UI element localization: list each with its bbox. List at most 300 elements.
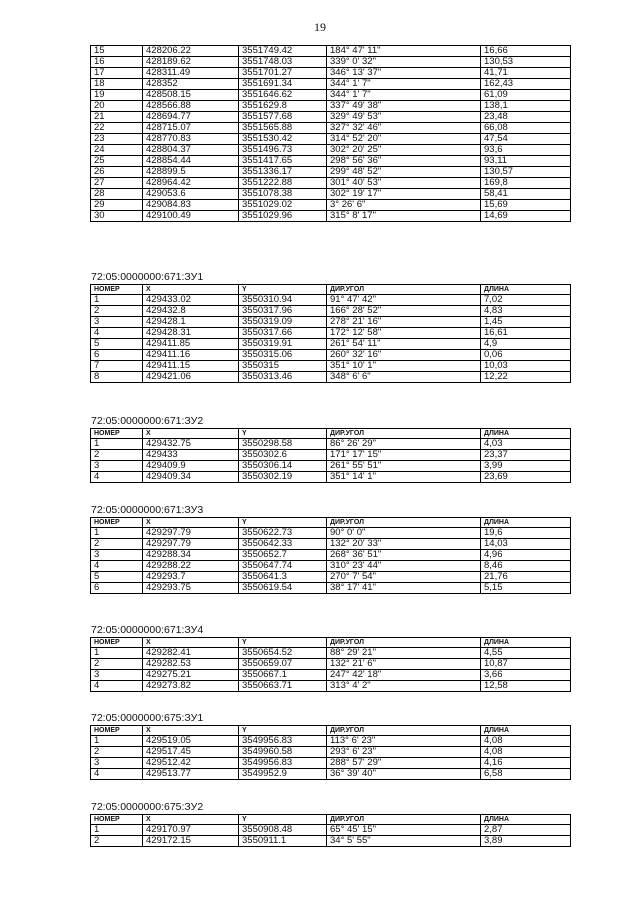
header-angle: ДИР.УГОЛ <box>327 285 481 295</box>
coordinates-table <box>90 517 571 594</box>
cell-y: 3549956.83 <box>239 758 327 769</box>
cell-angle: 329° 49' 53" <box>327 112 481 123</box>
table-row <box>91 211 571 222</box>
cell-y: 3551029.96 <box>239 211 327 222</box>
cell-y: 3550647.74 <box>239 561 327 572</box>
cell-length: 23,48 <box>481 112 571 123</box>
table-row <box>91 461 571 472</box>
cell-number: 1 <box>91 295 143 306</box>
cell-y: 3551565.88 <box>239 123 327 134</box>
header-number: НОМЕР <box>91 285 143 295</box>
cell-angle: 171° 17' 15" <box>327 450 481 461</box>
cell-x: 428715.07 <box>143 123 239 134</box>
cell-x: 428508.15 <box>143 90 239 101</box>
cell-length: 3,89 <box>481 836 571 847</box>
table-header-row <box>91 285 571 295</box>
cell-angle: 346° 13' 37" <box>327 68 481 79</box>
cell-number: 4 <box>91 769 143 780</box>
cell-x: 429519.05 <box>143 736 239 747</box>
cell-y: 3550667.1 <box>239 670 327 681</box>
cell-angle: 302° 19' 17" <box>327 189 481 200</box>
table-row <box>91 472 571 483</box>
table-row <box>91 769 571 780</box>
cell-y: 3551336.17 <box>239 167 327 178</box>
cell-angle: 90° 0' 0" <box>327 528 481 539</box>
table-row <box>91 295 571 306</box>
table-header-row <box>91 815 571 825</box>
table-row <box>91 372 571 383</box>
cell-number: 2 <box>91 836 143 847</box>
cell-length: 3,66 <box>481 670 571 681</box>
cell-angle: 91° 47' 42" <box>327 295 481 306</box>
cell-angle: 261° 55' 51" <box>327 461 481 472</box>
header-angle: ДИР.УГОЛ <box>327 726 481 736</box>
cell-angle: 344° 1' 7" <box>327 79 481 90</box>
cell-x: 428694.77 <box>143 112 239 123</box>
cell-y: 3551530.42 <box>239 134 327 145</box>
cell-y: 3550306.14 <box>239 461 327 472</box>
cell-y: 3551646.62 <box>239 90 327 101</box>
cell-length: 4,08 <box>481 736 571 747</box>
cell-number: 4 <box>91 328 143 339</box>
header-y: Y <box>239 429 327 439</box>
cell-x: 429433.02 <box>143 295 239 306</box>
cell-number: 4 <box>91 472 143 483</box>
header-x: X <box>143 638 239 648</box>
cell-angle: 288° 57' 29" <box>327 758 481 769</box>
cell-number: 2 <box>91 539 143 550</box>
cell-x: 429288.22 <box>143 561 239 572</box>
cell-angle: 38° 17' 41" <box>327 583 481 594</box>
cell-y: 3550319.09 <box>239 317 327 328</box>
cell-length: 14,69 <box>481 211 571 222</box>
cell-y: 3551629.8 <box>239 101 327 112</box>
cell-y: 3550315.06 <box>239 350 327 361</box>
cell-x: 429513.77 <box>143 769 239 780</box>
cell-length: 47,54 <box>481 134 571 145</box>
cell-x: 428352 <box>143 79 239 90</box>
cell-angle: 166° 28' 52" <box>327 306 481 317</box>
cell-x: 429411.85 <box>143 339 239 350</box>
cell-number: 17 <box>91 68 143 79</box>
section-title: 72:05:0000000:671:ЗУ1 <box>91 271 204 283</box>
section-block <box>90 414 571 483</box>
coordinates-table-continued <box>90 45 571 222</box>
cell-angle: 278° 21' 16" <box>327 317 481 328</box>
cell-x: 429282.41 <box>143 648 239 659</box>
header-number: НОМЕР <box>91 815 143 825</box>
table-row <box>91 145 571 156</box>
cell-y: 3550315 <box>239 361 327 372</box>
cell-number: 23 <box>91 134 143 145</box>
cell-length: 3,99 <box>481 461 571 472</box>
cell-length: 130,57 <box>481 167 571 178</box>
cell-y: 3550652.7 <box>239 550 327 561</box>
cell-number: 27 <box>91 178 143 189</box>
cell-x: 429411.15 <box>143 361 239 372</box>
cell-number: 7 <box>91 361 143 372</box>
cell-length: 138,1 <box>481 101 571 112</box>
cell-y: 3550622.73 <box>239 528 327 539</box>
cell-y: 3550659.07 <box>239 659 327 670</box>
cell-angle: 298° 56' 36" <box>327 156 481 167</box>
cell-number: 28 <box>91 189 143 200</box>
cell-number: 3 <box>91 461 143 472</box>
header-angle: ДИР.УГОЛ <box>327 638 481 648</box>
cell-x: 429275.21 <box>143 670 239 681</box>
cell-number: 2 <box>91 306 143 317</box>
table-row <box>91 450 571 461</box>
cell-x: 428804.37 <box>143 145 239 156</box>
section-title: 72:05:0000000:671:ЗУ2 <box>91 415 204 427</box>
cell-length: 4,03 <box>481 439 571 450</box>
cell-number: 2 <box>91 747 143 758</box>
cell-y: 3550317.66 <box>239 328 327 339</box>
coordinates-table <box>90 725 571 780</box>
table-header-row <box>91 726 571 736</box>
cell-x: 429517.45 <box>143 747 239 758</box>
cell-angle: 351° 14' 1" <box>327 472 481 483</box>
cell-angle: 132° 21' 6" <box>327 659 481 670</box>
cell-x: 428311.49 <box>143 68 239 79</box>
cell-angle: 302° 20' 25" <box>327 145 481 156</box>
cell-x: 429282.53 <box>143 659 239 670</box>
cell-x: 429293.7 <box>143 572 239 583</box>
cell-y: 3550317.96 <box>239 306 327 317</box>
cell-y: 3550298.58 <box>239 439 327 450</box>
cell-x: 429084.83 <box>143 200 239 211</box>
table-row <box>91 167 571 178</box>
cell-length: 66,08 <box>481 123 571 134</box>
coordinates-table <box>90 284 571 383</box>
coordinates-table-body <box>91 46 571 222</box>
cell-y: 3551029.02 <box>239 200 327 211</box>
table-row <box>91 189 571 200</box>
table-row <box>91 361 571 372</box>
section-title: 72:05:0000000:671:ЗУ3 <box>91 504 204 516</box>
cell-number: 21 <box>91 112 143 123</box>
cell-number: 26 <box>91 167 143 178</box>
cell-angle: 260° 32' 16" <box>327 350 481 361</box>
cell-length: 23,37 <box>481 450 571 461</box>
table-row <box>91 528 571 539</box>
cell-angle: 339° 0' 32" <box>327 57 481 68</box>
header-x: X <box>143 285 239 295</box>
cell-number: 3 <box>91 317 143 328</box>
cell-x: 429432.8 <box>143 306 239 317</box>
cell-length: 1,45 <box>481 317 571 328</box>
cell-angle: 113° 6' 23" <box>327 736 481 747</box>
cell-x: 429433 <box>143 450 239 461</box>
cell-number: 2 <box>91 659 143 670</box>
header-y: Y <box>239 726 327 736</box>
cell-length: 58,41 <box>481 189 571 200</box>
cell-x: 429293.75 <box>143 583 239 594</box>
cell-length: 130,53 <box>481 57 571 68</box>
coordinates-table <box>90 428 571 483</box>
cell-number: 6 <box>91 350 143 361</box>
cell-x: 429428.1 <box>143 317 239 328</box>
cell-length: 93,6 <box>481 145 571 156</box>
table-row <box>91 317 571 328</box>
cell-x: 429288.34 <box>143 550 239 561</box>
section-block <box>90 623 571 692</box>
header-length: ДЛИНА <box>481 638 571 648</box>
table-header-row <box>91 638 571 648</box>
cell-length: 2,87 <box>481 825 571 836</box>
cell-y: 3550310.94 <box>239 295 327 306</box>
cell-angle: 344° 1' 7" <box>327 90 481 101</box>
cell-x: 429428.31 <box>143 328 239 339</box>
header-length: ДЛИНА <box>481 726 571 736</box>
cell-angle: 261° 54' 11" <box>327 339 481 350</box>
cell-length: 4,16 <box>481 758 571 769</box>
section-block <box>90 800 571 847</box>
cell-x: 429273.82 <box>143 681 239 692</box>
section-title: 72:05:0000000:671:ЗУ4 <box>91 624 204 636</box>
header-angle: ДИР.УГОЛ <box>327 518 481 528</box>
section-title: 72:05:0000000:675:ЗУ2 <box>91 801 204 813</box>
table-row <box>91 539 571 550</box>
cell-number: 24 <box>91 145 143 156</box>
cell-y: 3550302.6 <box>239 450 327 461</box>
cell-x: 428206.22 <box>143 46 239 57</box>
table-row <box>91 101 571 112</box>
cell-angle: 88° 29' 21" <box>327 648 481 659</box>
cell-length: 10,87 <box>481 659 571 670</box>
cell-angle: 315° 8' 17" <box>327 211 481 222</box>
cell-number: 25 <box>91 156 143 167</box>
cell-x: 429100.49 <box>143 211 239 222</box>
cell-y: 3551701.27 <box>239 68 327 79</box>
header-number: НОМЕР <box>91 638 143 648</box>
cell-length: 7,02 <box>481 295 571 306</box>
cell-angle: 313° 4' 2" <box>327 681 481 692</box>
cell-x: 429170.97 <box>143 825 239 836</box>
cell-y: 3549956.83 <box>239 736 327 747</box>
section-block <box>90 270 571 383</box>
cell-x: 429411.16 <box>143 350 239 361</box>
table-row <box>91 736 571 747</box>
table-row <box>91 339 571 350</box>
table-row <box>91 583 571 594</box>
cell-x: 428964.42 <box>143 178 239 189</box>
cell-y: 3550911.1 <box>239 836 327 847</box>
cell-y: 3550641.3 <box>239 572 327 583</box>
cell-number: 20 <box>91 101 143 112</box>
cell-length: 8,46 <box>481 561 571 572</box>
cell-length: 0,06 <box>481 350 571 361</box>
cell-number: 4 <box>91 561 143 572</box>
header-number: НОМЕР <box>91 726 143 736</box>
cell-length: 4,55 <box>481 648 571 659</box>
cell-number: 4 <box>91 681 143 692</box>
cell-x: 429432.75 <box>143 439 239 450</box>
cell-number: 6 <box>91 583 143 594</box>
cell-number: 1 <box>91 528 143 539</box>
cell-number: 1 <box>91 736 143 747</box>
cell-angle: 65° 45' 15" <box>327 825 481 836</box>
cell-angle: 184° 47' 11" <box>327 46 481 57</box>
cell-angle: 351° 10' 1" <box>327 361 481 372</box>
cell-x: 429297.79 <box>143 539 239 550</box>
cell-number: 1 <box>91 648 143 659</box>
table-row <box>91 57 571 68</box>
table-header-row <box>91 429 571 439</box>
cell-x: 429172.15 <box>143 836 239 847</box>
table-row <box>91 572 571 583</box>
cell-angle: 327° 32' 46" <box>327 123 481 134</box>
cell-number: 3 <box>91 670 143 681</box>
cell-y: 3549952.9 <box>239 769 327 780</box>
cell-length: 4,96 <box>481 550 571 561</box>
cell-angle: 34° 5' 55" <box>327 836 481 847</box>
cell-y: 3550619.54 <box>239 583 327 594</box>
cell-y: 3551417.65 <box>239 156 327 167</box>
table-row <box>91 123 571 134</box>
cell-number: 5 <box>91 339 143 350</box>
cell-y: 3549960.58 <box>239 747 327 758</box>
cell-number: 3 <box>91 550 143 561</box>
cell-length: 169,8 <box>481 178 571 189</box>
header-x: X <box>143 429 239 439</box>
header-length: ДЛИНА <box>481 518 571 528</box>
table-row <box>91 306 571 317</box>
table-row <box>91 836 571 847</box>
cell-y: 3551691.34 <box>239 79 327 90</box>
cell-y: 3551222.88 <box>239 178 327 189</box>
cell-x: 428854.44 <box>143 156 239 167</box>
cell-number: 22 <box>91 123 143 134</box>
header-angle: ДИР.УГОЛ <box>327 429 481 439</box>
header-y: Y <box>239 638 327 648</box>
table-header-row <box>91 518 571 528</box>
table-row <box>91 681 571 692</box>
cell-length: 5,15 <box>481 583 571 594</box>
cell-angle: 337° 49' 38" <box>327 101 481 112</box>
cell-length: 41,71 <box>481 68 571 79</box>
cell-y: 3551496.73 <box>239 145 327 156</box>
cell-angle: 301° 40' 53" <box>327 178 481 189</box>
table-row <box>91 79 571 90</box>
cell-angle: 247° 42' 18" <box>327 670 481 681</box>
table-row <box>91 561 571 572</box>
table-row <box>91 90 571 101</box>
table-row <box>91 648 571 659</box>
cell-angle: 3° 26' 6" <box>327 200 481 211</box>
cell-number: 16 <box>91 57 143 68</box>
cell-y: 3551577.68 <box>239 112 327 123</box>
cell-x: 429053.6 <box>143 189 239 200</box>
table-row <box>91 68 571 79</box>
table-row <box>91 439 571 450</box>
cell-angle: 132° 20' 33" <box>327 539 481 550</box>
header-y: Y <box>239 285 327 295</box>
cell-angle: 36° 39' 40" <box>327 769 481 780</box>
cell-y: 3550313.46 <box>239 372 327 383</box>
cell-angle: 86° 26' 29" <box>327 439 481 450</box>
table-row <box>91 156 571 167</box>
cell-length: 4,83 <box>481 306 571 317</box>
header-number: НОМЕР <box>91 518 143 528</box>
cell-angle: 310° 23' 44" <box>327 561 481 572</box>
cell-x: 429512.42 <box>143 758 239 769</box>
header-number: НОМЕР <box>91 429 143 439</box>
cell-length: 16,61 <box>481 328 571 339</box>
section-title: 72:05:0000000:675:ЗУ1 <box>91 712 204 724</box>
cell-length: 162,43 <box>481 79 571 90</box>
cell-length: 10,03 <box>481 361 571 372</box>
cell-y: 3550319.91 <box>239 339 327 350</box>
cell-number: 15 <box>91 46 143 57</box>
cell-length: 21,76 <box>481 572 571 583</box>
cell-angle: 293° 6' 23" <box>327 747 481 758</box>
cell-x: 428899.5 <box>143 167 239 178</box>
cell-angle: 314° 52' 20" <box>327 134 481 145</box>
cell-number: 29 <box>91 200 143 211</box>
table-row <box>91 46 571 57</box>
cell-x: 428770.83 <box>143 134 239 145</box>
table-row <box>91 134 571 145</box>
header-x: X <box>143 815 239 825</box>
cell-length: 61,09 <box>481 90 571 101</box>
table-row <box>91 350 571 361</box>
page-number: 19 <box>314 20 326 34</box>
cell-x: 428566.88 <box>143 101 239 112</box>
coordinates-table <box>90 814 571 847</box>
cell-angle: 348° 6' 6" <box>327 372 481 383</box>
cell-length: 14,03 <box>481 539 571 550</box>
section-block <box>90 711 571 780</box>
table-row <box>91 825 571 836</box>
table-row <box>91 200 571 211</box>
cell-x: 429297.79 <box>143 528 239 539</box>
cell-length: 93,11 <box>481 156 571 167</box>
table-row <box>91 659 571 670</box>
cell-angle: 172° 12' 58" <box>327 328 481 339</box>
header-length: ДЛИНА <box>481 815 571 825</box>
header-x: X <box>143 518 239 528</box>
header-length: ДЛИНА <box>481 429 571 439</box>
cell-length: 15,69 <box>481 200 571 211</box>
cell-angle: 270° 7' 54" <box>327 572 481 583</box>
cell-length: 4,9 <box>481 339 571 350</box>
table-row <box>91 550 571 561</box>
table-row <box>91 178 571 189</box>
coordinates-table <box>90 637 571 692</box>
table-row <box>91 758 571 769</box>
table-row <box>91 112 571 123</box>
cell-angle: 268° 36' 51" <box>327 550 481 561</box>
header-length: ДЛИНА <box>481 285 571 295</box>
cell-y: 3550663.71 <box>239 681 327 692</box>
cell-number: 19 <box>91 90 143 101</box>
cell-number: 1 <box>91 439 143 450</box>
cell-length: 16,66 <box>481 46 571 57</box>
cell-length: 12,58 <box>481 681 571 692</box>
cell-length: 19,6 <box>481 528 571 539</box>
cell-y: 3550908.48 <box>239 825 327 836</box>
cell-x: 429421.06 <box>143 372 239 383</box>
cell-number: 8 <box>91 372 143 383</box>
cell-x: 429409.34 <box>143 472 239 483</box>
header-x: X <box>143 726 239 736</box>
table-row <box>91 670 571 681</box>
cell-y: 3550642.33 <box>239 539 327 550</box>
cell-y: 3550654.52 <box>239 648 327 659</box>
table-row <box>91 747 571 758</box>
cell-number: 18 <box>91 79 143 90</box>
